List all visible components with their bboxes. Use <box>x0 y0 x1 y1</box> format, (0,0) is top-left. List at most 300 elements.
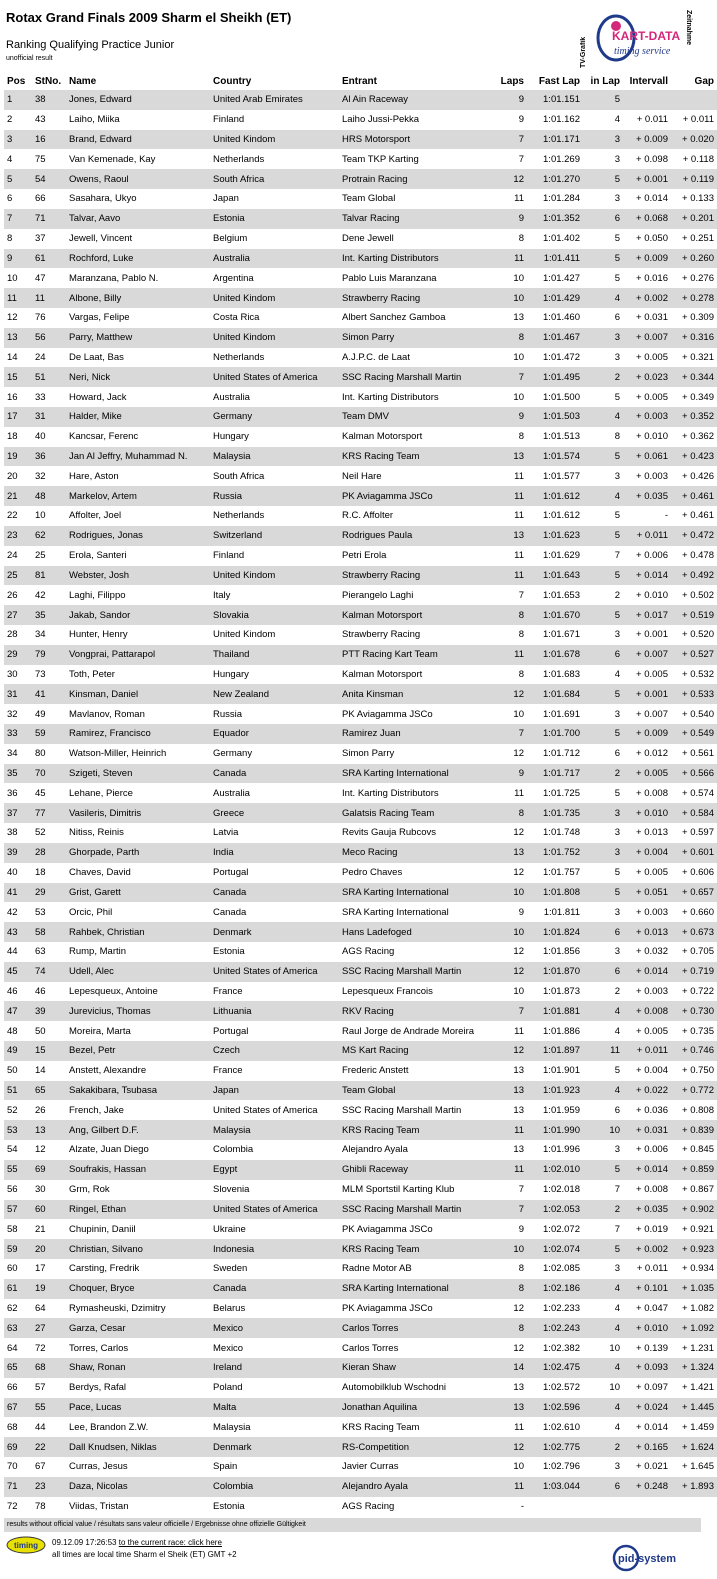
cell-fastlap <box>527 1497 583 1517</box>
cell-interval: + 0.013 <box>623 922 671 942</box>
cell-pos: 49 <box>4 1041 32 1061</box>
cell-laps: 11 <box>514 787 524 799</box>
cell-country: South Africa <box>210 169 339 189</box>
cell-entrant: Team TKP Karting <box>342 153 419 165</box>
table-header-row <box>4 72 717 90</box>
table-row <box>4 942 717 962</box>
current-race-link[interactable]: to the current race: click here <box>118 1538 222 1547</box>
cell-interval: + 0.011 <box>623 1041 671 1061</box>
table-row <box>4 902 717 922</box>
cell-country: Malaysia <box>213 1421 251 1433</box>
cell-gap: + 0.722 <box>682 985 714 997</box>
cell-country: France <box>213 985 243 997</box>
cell-inlap: 6 <box>614 748 620 760</box>
cell-name: Udell, Alec <box>66 962 210 982</box>
cell-gap: + 0.532 <box>682 668 714 680</box>
cell-country: Canada <box>210 764 339 784</box>
cell-laps: 8 <box>495 803 527 823</box>
cell-stno: 74 <box>32 962 66 982</box>
cell-laps: 10 <box>513 985 524 997</box>
cell-pos: 20 <box>7 470 18 482</box>
table-row <box>4 1279 717 1299</box>
cell-laps: 13 <box>495 843 527 863</box>
cell-name: Chaves, David <box>69 867 131 879</box>
cell-pos: 4 <box>7 153 13 165</box>
cell-inlap: 3 <box>614 946 620 958</box>
cell-country: Estonia <box>210 209 339 229</box>
table-row <box>4 367 717 387</box>
cell-stno: 22 <box>32 1437 66 1457</box>
cell-name: Maranzana, Pablo N. <box>69 272 159 284</box>
cell-gap: + 1.324 <box>671 1358 717 1378</box>
cell-name: Carsting, Fredrik <box>69 1263 140 1275</box>
cell-country: Greece <box>210 803 339 823</box>
cell-entrant: SRA Karting International <box>339 764 495 784</box>
cell-fastlap: 1:01.427 <box>543 272 580 284</box>
cell-pos: 9 <box>4 249 32 269</box>
cell-laps: 7 <box>495 724 527 744</box>
logo-main-text: KART-DATA <box>612 29 681 43</box>
cell-pos: 17 <box>4 407 32 427</box>
cell-gap: + 0.472 <box>671 526 717 546</box>
cell-entrant: Laiho Jussi-Pekka <box>342 114 420 126</box>
cell-name: Moreira, Marta <box>69 1025 131 1037</box>
cell-interval: + 0.008 <box>623 1001 671 1021</box>
cell-fastlap: 1:01.683 <box>543 668 580 680</box>
cell-country: Colombia <box>213 1144 254 1156</box>
cell-name: Jones, Edward <box>66 90 210 110</box>
cell-gap: + 1.082 <box>682 1302 714 1314</box>
cell-name: Dall Knudsen, Niklas <box>66 1437 210 1457</box>
cell-fastlap: 1:01.808 <box>527 883 583 903</box>
table-row <box>4 1318 717 1338</box>
cell-pos: 60 <box>7 1263 18 1275</box>
cell-laps: 11 <box>495 1120 527 1140</box>
cell-interval: + 0.003 <box>636 985 668 997</box>
cell-country: Slovakia <box>210 605 339 625</box>
cell-gap: + 0.867 <box>682 1184 714 1196</box>
table-row <box>4 1437 717 1457</box>
table-row <box>4 229 717 249</box>
cell-laps: 12 <box>495 962 527 982</box>
cell-pos: 11 <box>4 288 32 308</box>
cell-inlap: 5 <box>583 724 623 744</box>
cell-inlap: 10 <box>609 1382 620 1394</box>
cell-inlap: 3 <box>583 803 623 823</box>
cell-laps: 13 <box>513 1104 524 1116</box>
cell-name: Rochford, Luke <box>66 249 210 269</box>
table-row <box>4 1200 717 1220</box>
cell-stno: 67 <box>35 1461 46 1473</box>
cell-country: Netherlands <box>213 153 265 165</box>
cell-country: United Arab Emirates <box>210 90 339 110</box>
cell-inlap: 5 <box>583 1239 623 1259</box>
cell-fastlap: 1:01.500 <box>543 391 580 403</box>
cell-interval: + 0.005 <box>623 764 671 784</box>
cell-fastlap: 1:01.612 <box>543 510 580 522</box>
cell-fastlap: 1:02.072 <box>543 1223 580 1235</box>
cell-gap: + 0.362 <box>682 431 714 443</box>
table-row <box>4 1497 717 1517</box>
cell-gap: + 0.321 <box>682 351 714 363</box>
cell-entrant: Revits Gauja Rubcovs <box>342 827 436 839</box>
cell-stno: 11 <box>32 288 66 308</box>
table-row <box>4 110 717 130</box>
cell-gap: + 0.520 <box>682 629 714 641</box>
cell-name: Kancsar, Ferenc <box>69 431 139 443</box>
cell-fastlap: 1:03.044 <box>527 1477 583 1497</box>
cell-laps: 13 <box>513 1065 524 1077</box>
cell-country: United States of America <box>210 962 339 982</box>
cell-gap: + 0.278 <box>671 288 717 308</box>
cell-pos: 40 <box>7 867 18 879</box>
cell-gap: + 0.527 <box>671 645 717 665</box>
cell-fastlap: 1:01.881 <box>527 1001 583 1021</box>
cell-pos: 66 <box>7 1382 18 1394</box>
cell-interval: + 0.035 <box>623 486 671 506</box>
cell-interval: + 0.036 <box>636 1104 668 1116</box>
cell-stno: 26 <box>35 1104 46 1116</box>
cell-interval: + 0.010 <box>636 589 668 601</box>
page-subtitle: Ranking Qualifying Practice Junior <box>6 39 175 51</box>
cell-stno: 78 <box>35 1501 46 1513</box>
cell-name: Rodrigues, Jonas <box>66 526 210 546</box>
cell-name: Mavlanov, Roman <box>69 708 145 720</box>
cell-country: New Zealand <box>210 684 339 704</box>
cell-stno: 79 <box>32 645 66 665</box>
cell-pos: 30 <box>7 668 18 680</box>
cell-pos: 3 <box>4 130 32 150</box>
table-row <box>4 982 717 1002</box>
table-row <box>4 1100 717 1120</box>
cell-fastlap: 1:01.684 <box>527 684 583 704</box>
cell-laps: 11 <box>514 193 524 205</box>
cell-name: Van Kemenade, Kay <box>69 153 156 165</box>
cell-inlap: 4 <box>583 407 623 427</box>
cell-name: Hunter, Henry <box>69 629 128 641</box>
cell-name: Soufrakis, Hassan <box>66 1160 210 1180</box>
cell-stno: 72 <box>35 1342 46 1354</box>
cell-entrant: Hans Ladefoged <box>339 922 495 942</box>
cell-stno: 62 <box>32 526 66 546</box>
cell-fastlap: 1:01.691 <box>543 708 580 720</box>
cell-country: United Kindom <box>210 566 339 586</box>
cell-pos: 64 <box>7 1342 18 1354</box>
cell-laps: 11 <box>514 470 524 482</box>
table-row <box>4 1001 717 1021</box>
cell-entrant: Lepesqueux Francois <box>342 985 433 997</box>
col-country: Country <box>213 75 252 87</box>
cell-inlap: 3 <box>614 193 620 205</box>
cell-pos: 26 <box>7 589 18 601</box>
cell-laps: 11 <box>514 1025 524 1037</box>
table-row <box>4 348 717 368</box>
cell-entrant: Radne Motor AB <box>342 1263 412 1275</box>
cell-country: India <box>210 843 339 863</box>
cell-inlap: 5 <box>614 233 620 245</box>
cell-gap: + 0.201 <box>671 209 717 229</box>
cell-interval: + 0.003 <box>623 407 671 427</box>
cell-interval: + 0.001 <box>623 684 671 704</box>
cell-gap: + 0.574 <box>682 787 714 799</box>
cell-inlap: 7 <box>614 550 620 562</box>
cell-inlap: 4 <box>583 486 623 506</box>
cell-country: Australia <box>210 249 339 269</box>
cell-gap: + 0.705 <box>682 946 714 958</box>
cell-name: Neri, Nick <box>66 367 210 387</box>
cell-country: United Kindom <box>210 288 339 308</box>
cell-country: Portugal <box>213 867 249 879</box>
cell-laps: 14 <box>495 1358 527 1378</box>
cell-inlap: 4 <box>614 1421 620 1433</box>
cell-inlap: 4 <box>583 1279 623 1299</box>
cell-inlap: 6 <box>583 1477 623 1497</box>
cell-gap: + 0.540 <box>682 708 714 720</box>
cell-gap: + 0.845 <box>682 1144 714 1156</box>
cell-inlap: 4 <box>614 1302 620 1314</box>
cell-name: Garza, Cesar <box>66 1318 210 1338</box>
cell-pos: 25 <box>4 566 32 586</box>
cell-fastlap: 1:01.151 <box>527 90 583 110</box>
cell-gap: + 0.276 <box>682 272 714 284</box>
cell-entrant: Int. Karting Distributors <box>339 249 495 269</box>
cell-fastlap: 1:01.270 <box>527 169 583 189</box>
cell-stno: 30 <box>35 1184 46 1196</box>
cell-interval: + 0.098 <box>636 153 668 165</box>
cell-inlap: 2 <box>583 1200 623 1220</box>
cell-interval: + 0.001 <box>623 169 671 189</box>
cell-fastlap: 1:01.352 <box>527 209 583 229</box>
logo-left-text: TV-Grafik <box>580 36 587 68</box>
cell-inlap: 4 <box>614 1025 620 1037</box>
table-row <box>4 605 717 625</box>
cell-stno: 56 <box>32 328 66 348</box>
cell-interval: + 0.010 <box>636 431 668 443</box>
cell-gap: + 0.519 <box>671 605 717 625</box>
cell-inlap: 4 <box>614 114 620 126</box>
cell-fastlap: 1:01.670 <box>527 605 583 625</box>
table-row <box>4 1398 717 1418</box>
cell-fastlap: 1:02.018 <box>543 1184 580 1196</box>
cell-interval: + 0.005 <box>636 391 668 403</box>
cell-entrant: Dene Jewell <box>342 233 394 245</box>
cell-inlap: 5 <box>583 883 623 903</box>
cell-stno: 54 <box>32 169 66 189</box>
cell-stno: 77 <box>32 803 66 823</box>
cell-interval: + 0.101 <box>623 1279 671 1299</box>
cell-entrant: RKV Racing <box>339 1001 495 1021</box>
cell-country: Malta <box>210 1398 339 1418</box>
cell-country: Italy <box>213 589 231 601</box>
cell-name: Pace, Lucas <box>66 1398 210 1418</box>
table-row <box>4 506 717 526</box>
cell-inlap: 3 <box>614 470 620 482</box>
table-row <box>4 427 717 447</box>
cell-interval: + 0.097 <box>636 1382 668 1394</box>
cell-stno: 23 <box>32 1477 66 1497</box>
cell-inlap: 2 <box>583 764 623 784</box>
cell-country: Russia <box>210 486 339 506</box>
cell-laps: 7 <box>518 153 524 165</box>
cell-gap: + 0.352 <box>671 407 717 427</box>
cell-entrant: SRA Karting International <box>339 883 495 903</box>
cell-name: De Laat, Bas <box>69 351 124 363</box>
cell-inlap: 5 <box>583 566 623 586</box>
cell-stno: 38 <box>32 90 66 110</box>
cell-interval: + 0.061 <box>623 447 671 467</box>
cell-interval: + 0.093 <box>623 1358 671 1378</box>
cell-pos: 70 <box>7 1461 18 1473</box>
cell-fastlap: 1:02.233 <box>543 1302 580 1314</box>
cell-inlap: 5 <box>614 391 620 403</box>
cell-entrant: RS-Competition <box>339 1437 495 1457</box>
cell-fastlap: 1:01.503 <box>527 407 583 427</box>
cell-laps: 9 <box>495 90 527 110</box>
cell-interval: + 0.050 <box>636 233 668 245</box>
cell-interval: + 0.047 <box>636 1302 668 1314</box>
cell-name: Choquer, Bryce <box>66 1279 210 1299</box>
kart-data-logo <box>580 8 692 70</box>
cell-interval: + 0.006 <box>636 1144 668 1156</box>
cell-stno: 29 <box>32 883 66 903</box>
cell-interval: + 0.005 <box>636 668 668 680</box>
cell-interval: + 0.009 <box>623 724 671 744</box>
cell-laps: - <box>520 1501 524 1513</box>
cell-entrant: Alejandro Ayala <box>342 1144 408 1156</box>
timing-logo-icon <box>6 1536 46 1554</box>
cell-name: Albone, Billy <box>66 288 210 308</box>
table-row <box>4 1021 717 1041</box>
cell-laps: 13 <box>495 1398 527 1418</box>
cell-pos: 46 <box>7 985 18 997</box>
cell-interval: + 0.008 <box>636 1184 668 1196</box>
cell-pos: 19 <box>4 447 32 467</box>
cell-interval: + 0.009 <box>623 249 671 269</box>
cell-fastlap: 1:01.752 <box>527 843 583 863</box>
cell-country: Thailand <box>210 645 339 665</box>
cell-pos: 57 <box>4 1200 32 1220</box>
cell-stno: 75 <box>35 153 46 165</box>
cell-laps: 10 <box>513 351 524 363</box>
cell-laps: 11 <box>495 1477 527 1497</box>
table-row <box>4 1160 717 1180</box>
cell-fastlap: 1:01.495 <box>527 367 583 387</box>
cell-pos: 24 <box>7 550 18 562</box>
cell-country: Malaysia <box>210 447 339 467</box>
cell-stno: 36 <box>32 447 66 467</box>
cell-entrant: AGS Racing <box>342 1501 395 1513</box>
cell-name: Ghorpade, Parth <box>66 843 210 863</box>
cell-inlap: 3 <box>614 351 620 363</box>
cell-entrant: Kalman Motorsport <box>339 605 495 625</box>
cell-gap: + 0.772 <box>671 1081 717 1101</box>
cell-inlap: 10 <box>583 1120 623 1140</box>
cell-inlap: 4 <box>583 1358 623 1378</box>
cell-interval: + 0.007 <box>636 708 668 720</box>
cell-fastlap: 1:01.269 <box>543 153 580 165</box>
cell-entrant: PTT Racing Kart Team <box>339 645 495 665</box>
cell-laps: 8 <box>518 629 524 641</box>
cell-interval: + 0.013 <box>636 827 668 839</box>
cell-laps: 11 <box>495 486 527 506</box>
table-row <box>4 1219 717 1239</box>
cell-name: Grm, Rok <box>69 1184 110 1196</box>
cell-laps: 13 <box>513 1144 524 1156</box>
cell-inlap: 3 <box>614 708 620 720</box>
cell-pos: 2 <box>7 114 13 126</box>
cell-stno: 63 <box>35 946 46 958</box>
cell-stno: 71 <box>32 209 66 229</box>
cell-gap: + 0.566 <box>671 764 717 784</box>
cell-interval: + 0.010 <box>623 1318 671 1338</box>
table-row <box>4 130 717 150</box>
cell-name: Szigeti, Steven <box>66 764 210 784</box>
cell-fastlap: 1:01.171 <box>527 130 583 150</box>
cell-laps: 11 <box>495 566 527 586</box>
table-row <box>4 883 717 903</box>
cell-entrant: Strawberry Racing <box>339 566 495 586</box>
cell-pos: 10 <box>7 272 18 284</box>
table-row <box>4 843 717 863</box>
cell-entrant: Ghibli Raceway <box>339 1160 495 1180</box>
cell-interval: + 0.011 <box>623 526 671 546</box>
table-row <box>4 684 717 704</box>
cell-name: French, Jake <box>69 1104 124 1116</box>
cell-inlap: 8 <box>614 431 620 443</box>
cell-country: Japan <box>213 193 239 205</box>
cell-laps: 9 <box>518 906 524 918</box>
cell-laps: 8 <box>495 1318 527 1338</box>
cell-country: Colombia <box>210 1477 339 1497</box>
cell-inlap: 6 <box>614 312 620 324</box>
cell-stno: 28 <box>32 843 66 863</box>
cell-laps: 8 <box>518 1263 524 1275</box>
cell-laps: 8 <box>495 1279 527 1299</box>
cell-fastlap: 1:01.886 <box>543 1025 580 1037</box>
cell-laps: 7 <box>495 130 527 150</box>
cell-inlap: 3 <box>583 328 623 348</box>
cell-country: Germany <box>213 748 253 760</box>
cell-gap: + 0.011 <box>682 114 714 126</box>
cell-country: France <box>213 1065 243 1077</box>
cell-inlap: 11 <box>583 1041 623 1061</box>
cell-name: Sasahara, Ukyo <box>69 193 137 205</box>
cell-gap: + 1.035 <box>671 1279 717 1299</box>
cell-country: Egypt <box>210 1160 339 1180</box>
cell-gap: + 0.657 <box>671 883 717 903</box>
timing-service-logo-icon <box>594 12 681 64</box>
cell-country: Estonia <box>213 1501 245 1513</box>
cell-stno: 45 <box>35 787 46 799</box>
cell-gap: + 0.260 <box>671 249 717 269</box>
cell-gap: + 0.730 <box>671 1001 717 1021</box>
table-row <box>4 922 717 942</box>
cell-fastlap: 1:01.735 <box>527 803 583 823</box>
cell-laps: 12 <box>513 1302 524 1314</box>
cell-country: Denmark <box>210 1437 339 1457</box>
cell-fastlap: 1:01.284 <box>543 193 580 205</box>
cell-name: Grist, Garett <box>66 883 210 903</box>
cell-country: Lithuania <box>210 1001 339 1021</box>
cell-interval: + 0.035 <box>623 1200 671 1220</box>
cell-entrant: PK Aviagamma JSCo <box>342 708 433 720</box>
cell-country: Switzerland <box>210 526 339 546</box>
cell-pos: 15 <box>4 367 32 387</box>
cell-fastlap: 1:02.053 <box>527 1200 583 1220</box>
cell-pos: 6 <box>7 193 13 205</box>
cell-stno: 60 <box>32 1200 66 1220</box>
cell-name: Jakab, Sandor <box>66 605 210 625</box>
